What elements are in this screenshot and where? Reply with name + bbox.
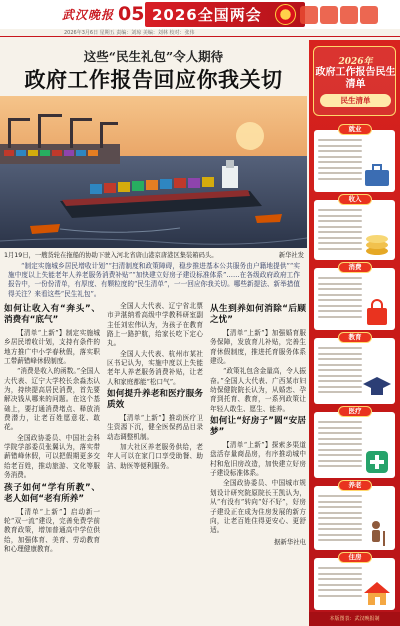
banner-title: 2026全国两会 [152, 6, 262, 24]
article-byline: 据新华社电 [274, 537, 306, 546]
section-heading: 从生到养如何消除“后顾之忧” [210, 304, 306, 325]
article-intro: “制定实施城乡居民增收计划”“扫清制度和政策障碍，稳步推进基本公共服务由户籍地提供”“实施中度以上失能老年人养老服务消费补贴”“加快建立好房子建设标准体系”……在各级政府政府工作报告中，一份份清单，有厚度、有颗粒度的“民生清单”，一一回应你我关切。哪些新提法、新举措值得关注？来看这些“民生礼包”。 [8, 262, 300, 298]
paragraph: 【清单“上新”】启动新一轮“双一流”建设，完善免费学前教育政策，增加普通高中学位供给，加强体育、美育、劳动教育和心理健康教育。 [4, 507, 100, 553]
masthead [0, 0, 400, 37]
section-text-lines [318, 421, 362, 471]
paragraph: 【清单“上新”】推动医疗卫生资源下沉，健全医保药品目录动态调整机制。 [107, 414, 203, 441]
graduation-cap-icon [362, 373, 392, 401]
article-headline: 政府工作报告回应你我关切 [24, 68, 283, 92]
paragraph: 加大社区养老服务供给，老年人可以在家门口享受助餐、助洁、助医等便利服务。 [107, 443, 203, 470]
sidebar-section-education [314, 333, 395, 404]
medical-cross-icon [362, 447, 392, 475]
shopping-bag-icon [362, 299, 392, 327]
section-label: 消费 [338, 262, 372, 273]
section-text-lines [318, 139, 362, 183]
house-icon [362, 579, 392, 607]
page-number: 05 [118, 3, 145, 25]
article-kicker: 这些“民生礼包”令人期待 [83, 49, 224, 64]
paragraph: 全国政协委员、中国社会科学院学部委员张翼认为，落实带薪错峰休假，可以把假期更多交给老百姓，推动旅游、文化等服务消费。 [4, 433, 100, 480]
section-label: 医疗 [338, 406, 372, 417]
sidebar-year: 2026年 [338, 57, 373, 67]
section-label: 住房 [338, 552, 372, 563]
section-label: 就业 [338, 124, 372, 135]
sidebar-section-eldercare [314, 481, 395, 550]
text-column-1 [4, 302, 100, 555]
paragraph: “政策礼包含金量高，令人振奋。”全国人大代表、广西某市妇幼保健院院长认为，从婚恋、孕育到托育、教育，一系列政策让年轻人敢生、愿生、能养。 [210, 367, 306, 413]
section-heading: 如何让收入有“奔头”、消费有“底气” [4, 304, 100, 325]
paper-name: 武汉晚报 [62, 8, 115, 22]
paragraph: 【清单“上新”】加强婚育服务保障，发放育儿补贴，完善生育休假制度，推进托育服务体系建设。 [210, 329, 306, 366]
elderly-person-icon [362, 519, 392, 547]
sidebar-section-employment [314, 125, 395, 192]
photo-credit: 新华社发 [278, 252, 304, 259]
main-article [0, 40, 307, 626]
caption-text: 1月19日，一艘货轮在拖船的协助下驶入河北省唐山港京唐港区集装箱码头。 [4, 252, 218, 259]
masthead-decoration [300, 6, 396, 24]
briefcase-icon [362, 161, 392, 189]
paragraph: 全国人大代表、杭州市某社区书记认为，实施中度以上失能老年人养老服务消费补贴，让老人和家庭都能“松口气”。 [107, 349, 203, 386]
section-text-lines [318, 277, 362, 321]
section-text-lines [318, 209, 362, 253]
section-label: 收入 [338, 194, 372, 205]
sidebar-section-housing [314, 553, 395, 610]
section-heading: 孩子如何“学有所教”、老人如何“老有所养” [4, 482, 100, 504]
sidebar-section-income [314, 195, 395, 260]
port-photo-image [0, 96, 307, 248]
section-heading: 如何让“好房子”圆“安居梦” [210, 416, 306, 438]
section-label: 教育 [338, 332, 372, 343]
section-text-lines [318, 567, 362, 600]
sidebar-infographic [309, 40, 400, 626]
sidebar-title-box [313, 46, 396, 116]
paragraph: 【清单“上新”】制定实施城乡居民增收计划，支持有条件的地方推广中小学春秋假，落实职工带薪错峰休假制度。 [4, 329, 100, 366]
text-column-2 [107, 302, 203, 472]
section-text-lines [318, 495, 362, 545]
coins-icon [362, 229, 392, 257]
sidebar-section-consumption [314, 263, 395, 330]
paragraph: “消费是收入的函数。”全国人大代表、辽宁大学校长余淼杰认为，持续提高居民消费，首先要解决钱从哪来的问题。在这个基础上，要打通消费堵点、释放消费潜力，让老百姓愿意花、敢花。 [4, 367, 100, 432]
photo-caption [4, 250, 304, 259]
masthead-subline: 2026年3月6日 星期五 责编：刘琼 美编：刘林 校对：张伟 [0, 29, 400, 37]
section-label: 养老 [338, 480, 372, 491]
sidebar-section-medical [314, 407, 395, 478]
section-text-lines [318, 347, 362, 397]
sidebar-footer: 本版图表：武汉晚报制 [309, 612, 400, 626]
paragraph: 【清单“上新”】探索多渠道盘活存量商品房，有序推动城中村和危旧房改造，加快建立好房子建设标准体系。 [210, 441, 306, 478]
national-emblem-icon [275, 4, 296, 25]
paragraph: 全国政协委员、中国城市规划设计研究院原院长王凯认为，从“有没有”转向“好不好”，好房子建设正在成为住房发展的新方向，让老百姓住得更安心、更舒适。 [210, 479, 306, 535]
port-photo [0, 96, 307, 248]
sidebar-title: 政府工作报告民生清单 [315, 67, 396, 90]
text-column-3 [210, 302, 306, 547]
section-heading: 如何提升养老和医疗服务质效 [107, 389, 203, 411]
sidebar-subtitle: 民生清单 [320, 94, 391, 107]
paragraph: 全国人大代表、辽宁省北票市尹湛纳希高级中学教科研室副主任刘宏伟认为，为孩子在教育路上一路护航，给家长吃下定心丸。 [107, 302, 203, 348]
